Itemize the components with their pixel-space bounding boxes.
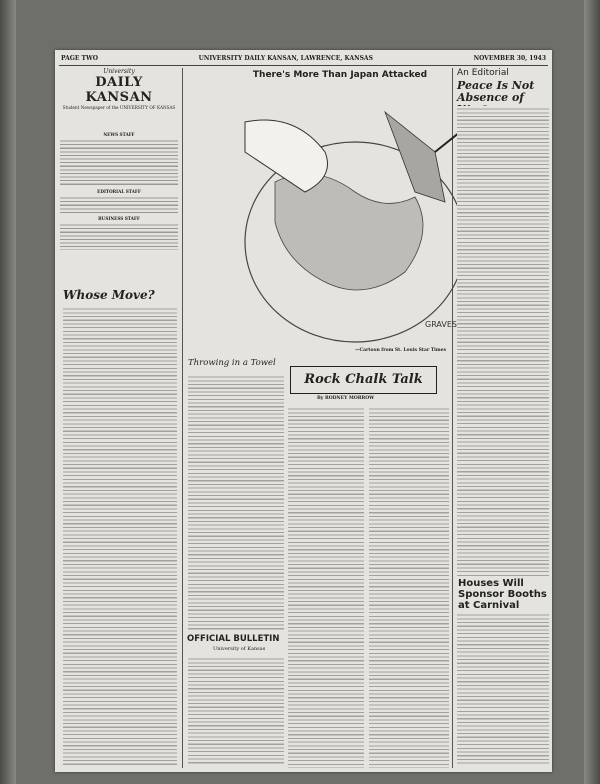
- paper-title: UNIVERSITY DAILY KANSAN, LAWRENCE, KANSAS: [198, 55, 373, 62]
- official-bulletin-sub: University of Kansas: [213, 646, 266, 652]
- business-staff-list: [60, 222, 178, 250]
- cartoon-credit: —Cartoon from St. Louis Star Times: [355, 348, 447, 353]
- whose-move-body: [63, 306, 177, 766]
- throwing-body: [188, 374, 284, 630]
- business-staff-heading: BUSINESS STAFF: [98, 216, 140, 221]
- houses-body: [457, 612, 549, 766]
- masthead: [60, 68, 178, 250]
- official-bulletin-body: [188, 656, 284, 766]
- newspaper-page: [55, 50, 552, 772]
- column-byline: By RODNEY MORROW: [317, 396, 375, 401]
- editorial-staff-list: [60, 195, 178, 213]
- editorial-label: An Editorial: [457, 68, 509, 78]
- houses-heading: Houses Will Sponsor Booths at Carnival: [458, 578, 547, 611]
- throwing-heading: Throwing in a Towel: [188, 358, 276, 368]
- masthead-name: DAILY KANSAN: [85, 75, 153, 105]
- editorial-title: Peace Is Not Absence of: [457, 79, 535, 104]
- cartoon-title: There's More Than Japan Attacked: [252, 70, 428, 80]
- editorial-body: [457, 106, 549, 578]
- official-bulletin-heading: OFFICIAL BULLETIN: [187, 634, 280, 644]
- editorial-staff-heading: EDITORIAL STAFF: [97, 189, 141, 194]
- masthead-sub: Student Newspaper of the UNIVERSITY OF KANSAS: [62, 105, 176, 110]
- issue-date: NOVEMBER 30, 1943: [473, 55, 546, 62]
- column-body-right: [369, 406, 449, 768]
- news-staff-list: [60, 138, 178, 186]
- news-staff-heading: NEWS STAFF: [103, 132, 135, 137]
- rock-chalk-talk-heading: Rock Chalk Talk: [290, 366, 437, 394]
- masthead-univ: University: [103, 68, 135, 75]
- cartoon-illustration: [185, 82, 497, 350]
- page-number: PAGE TWO: [61, 55, 98, 62]
- column-body-left: [288, 406, 364, 768]
- whose-move-heading: Whose Move?: [63, 288, 155, 302]
- svg-text:GRAVES: GRAVES: [425, 320, 457, 329]
- page-header: [61, 55, 546, 65]
